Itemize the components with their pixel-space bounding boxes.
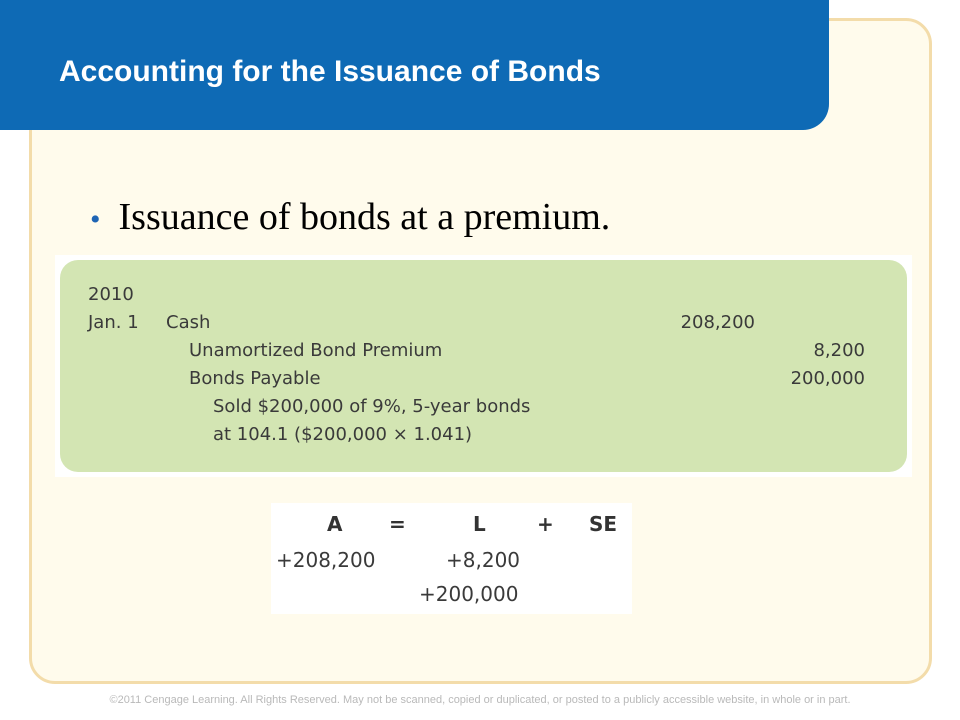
explanation-line-1: Sold $200,000 of 9%, 5-year bonds — [213, 396, 531, 417]
credit-account-2: Bonds Payable — [189, 368, 321, 389]
journal-entry-figure — [55, 255, 912, 477]
journal-entry-panel — [60, 260, 907, 472]
credit-account-1: Unamortized Bond Premium — [189, 340, 443, 361]
journal-date: Jan. 1 — [88, 312, 139, 333]
credit-amount-1: 8,200 — [813, 340, 865, 361]
accounting-equation-box — [271, 503, 632, 614]
equation-liabilities-value-2: +200,000 — [419, 582, 519, 606]
title-bar — [0, 0, 829, 130]
equation-plus-sign: + — [537, 512, 554, 536]
slide-title: Accounting for the Issuance of Bonds — [59, 55, 601, 88]
credit-amount-2: 200,000 — [790, 368, 865, 389]
debit-account: Cash — [166, 312, 211, 333]
debit-amount: 208,200 — [680, 312, 755, 333]
equation-equals-sign: = — [389, 512, 406, 536]
equation-assets-label: A — [327, 512, 343, 536]
bullet-dot-icon: • — [90, 203, 101, 236]
journal-year: 2010 — [88, 284, 134, 305]
equation-liabilities-label: L — [473, 512, 486, 536]
bullet-point — [90, 195, 610, 239]
bullet-text: Issuance of bonds at a premium. — [118, 196, 611, 238]
equation-liabilities-value-1: +8,200 — [446, 548, 521, 572]
copyright-notice: ©2011 Cengage Learning. All Rights Reserved. May not be scanned, copied or duplicated, or posted to a publicly accessible website, in whole or in part. — [109, 694, 851, 706]
equation-equity-label: SE — [589, 512, 618, 536]
equation-assets-value: +208,200 — [276, 548, 376, 572]
explanation-line-2: at 104.1 ($200,000 × 1.041) — [213, 424, 473, 445]
